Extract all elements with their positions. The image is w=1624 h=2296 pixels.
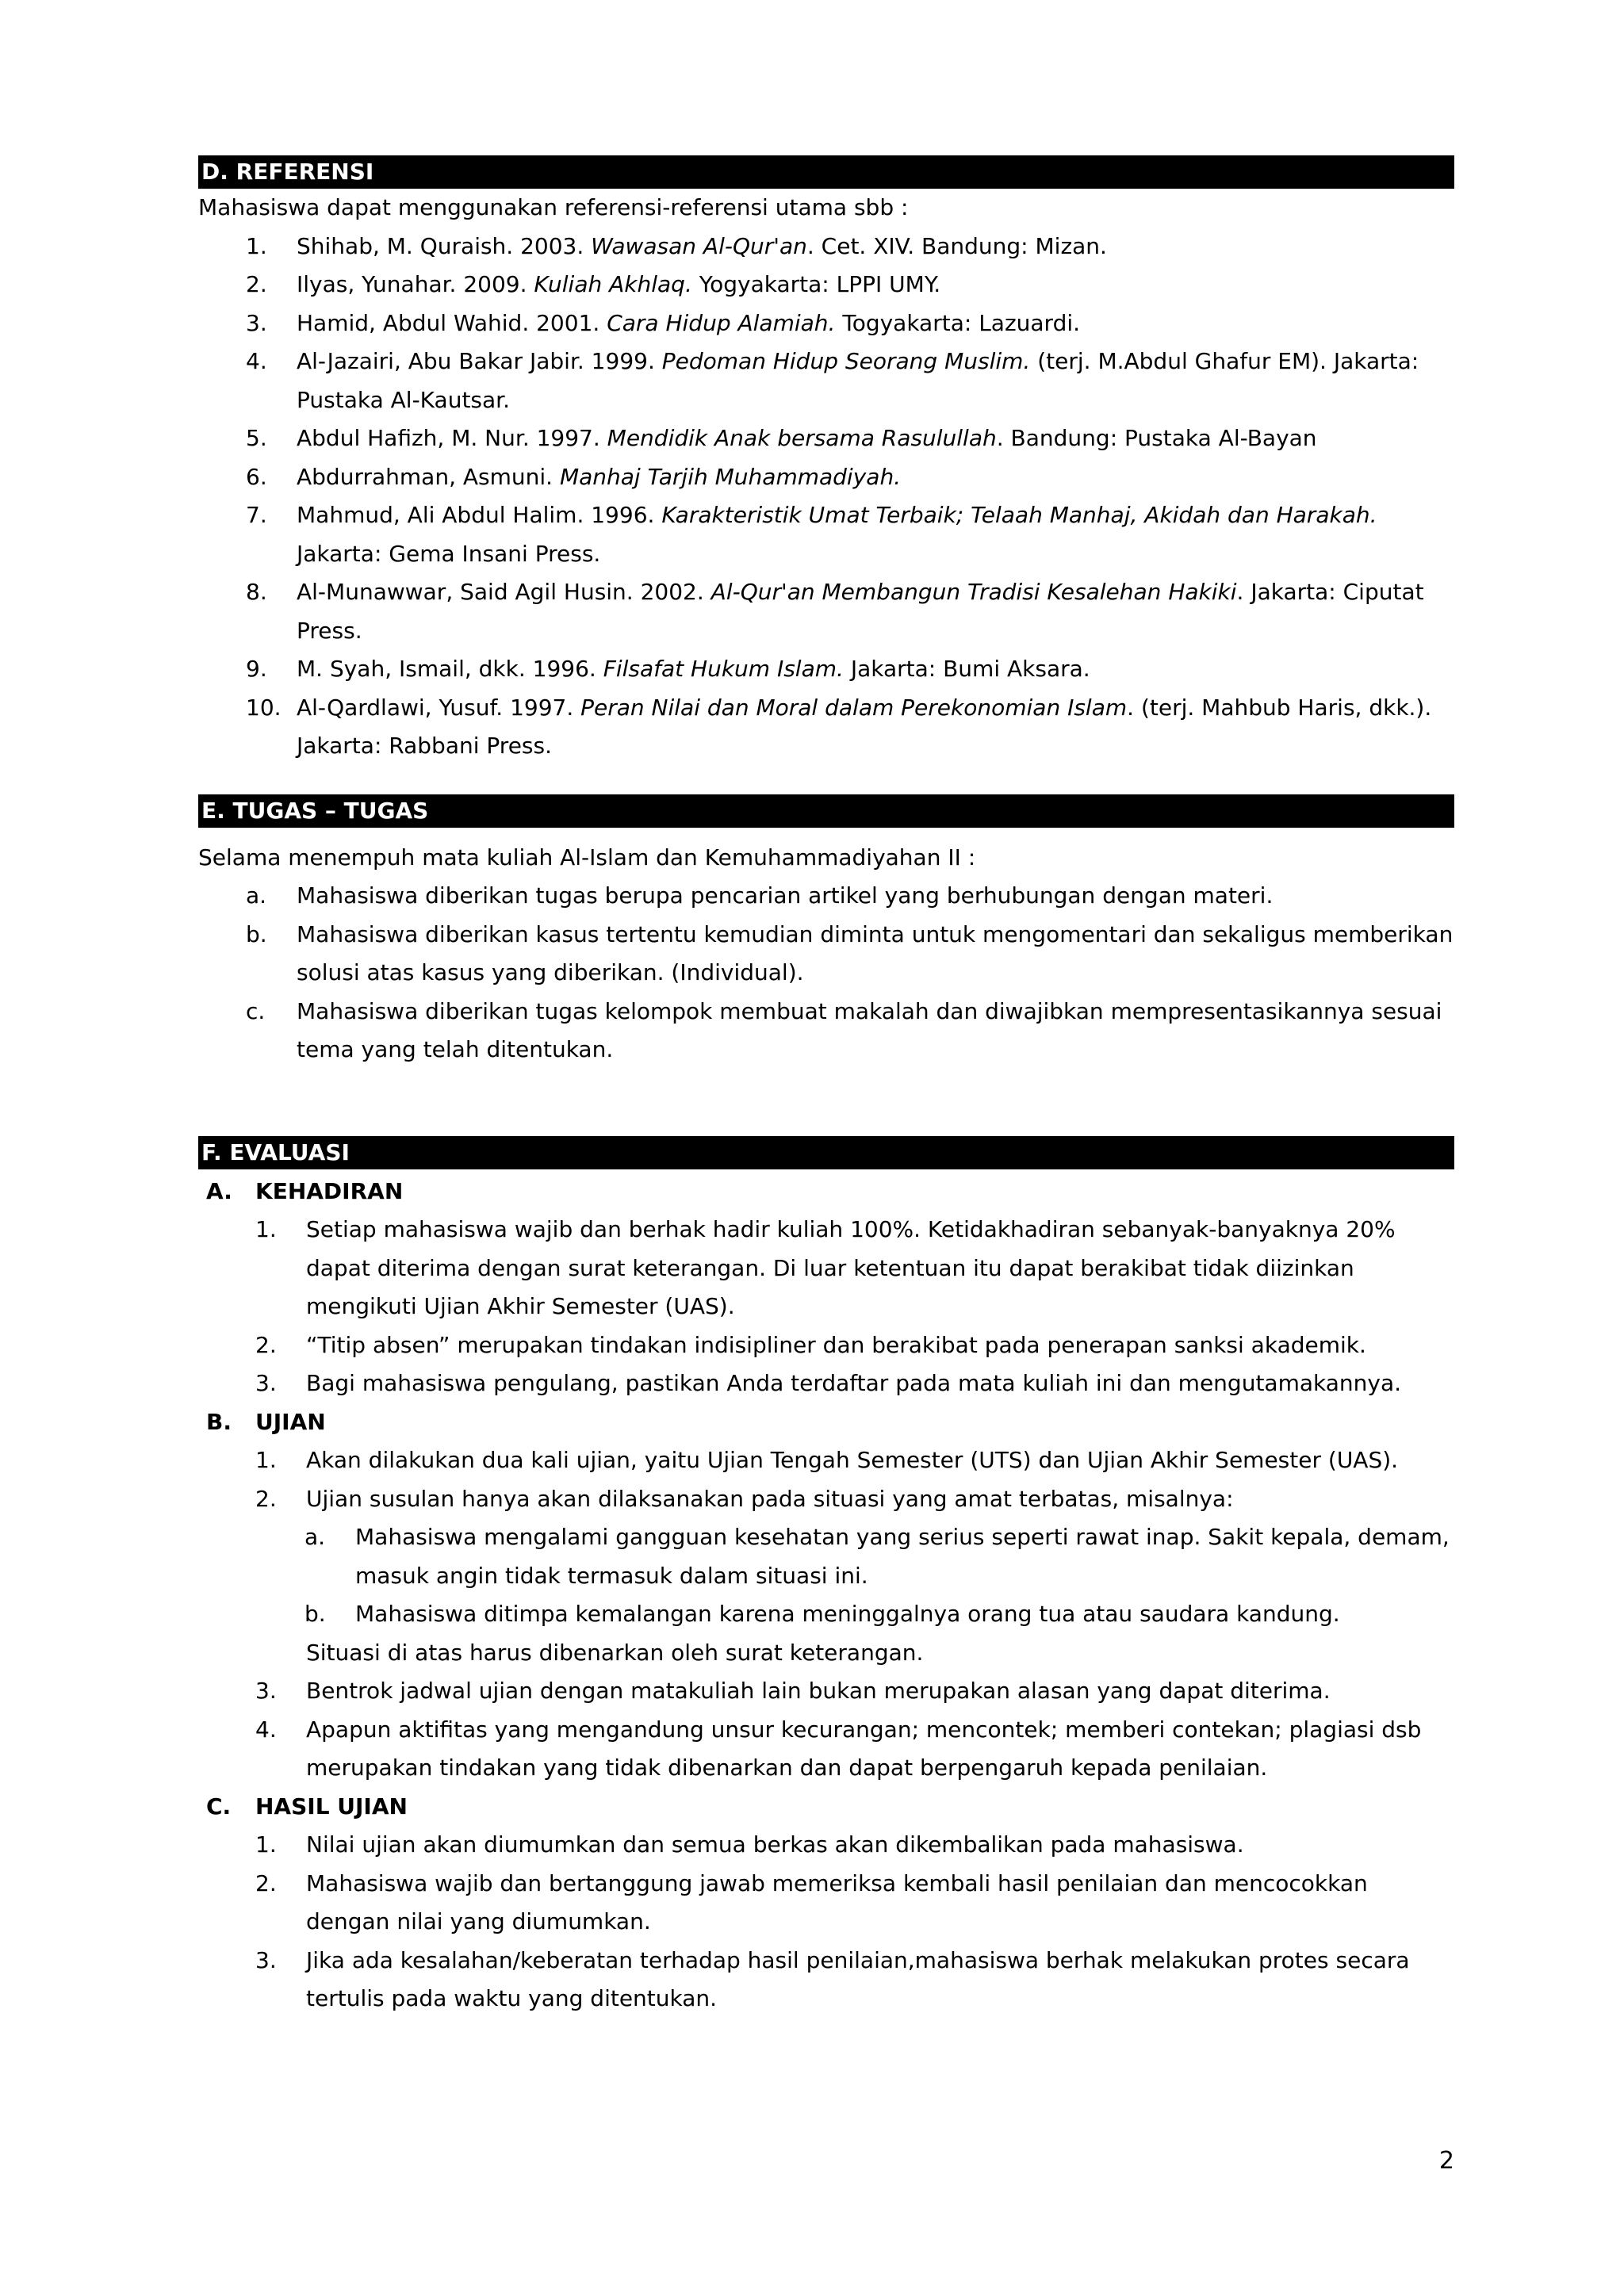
exam-item	[198, 1441, 1454, 1480]
reference-number: 10.	[246, 694, 282, 721]
item-text: Nilai ujian akan diumumkan dan semua berkas akan dikembalikan pada mahasiswa.	[306, 1831, 1244, 1858]
reference-number: 7.	[246, 502, 267, 528]
reference-publisher: Jakarta: Gema Insani Press.	[297, 540, 601, 567]
item-text: Bagi mahasiswa pengulang, pastikan Anda terdaftar pada mata kuliah ini dan mengutamakannya.	[306, 1370, 1402, 1396]
item-text: Setiap mahasiswa wajib dan berhak hadir kuliah 100%. Ketidakhadiran sebanyak-banyaknya 20% dapat diterima dengan surat keterangan. Di luar ketentuan itu dapat berakibat tidak diizinkan mengikuti Ujian Akhir Semester (UAS).	[306, 1216, 1396, 1319]
reference-publisher: . Bandung: Pustaka Al-Bayan	[996, 425, 1317, 451]
subsection-letter: A.	[206, 1177, 232, 1204]
subsection-title: KEHADIRAN	[255, 1177, 404, 1204]
exam-item	[198, 1480, 1454, 1519]
item-number: 1.	[255, 1216, 277, 1242]
item-text: Ujian susulan hanya akan dilaksanakan pada situasi yang amat terbatas, misalnya:	[306, 1485, 1234, 1512]
subsection-ujian	[198, 1403, 1454, 1442]
item-text: “Titip absen” merupakan tindakan indisipliner dan berakibat pada penerapan sanksi akademik.	[306, 1331, 1366, 1358]
reference-number: 1.	[246, 232, 267, 259]
item-number: 2.	[255, 1331, 277, 1358]
reference-author: Abdurrahman, Asmuni.	[297, 463, 560, 490]
reference-publisher: . Jakarta: Ciputat Press.	[297, 579, 1424, 644]
item-number: 1.	[255, 1447, 277, 1473]
subsection-title: HASIL UJIAN	[255, 1793, 408, 1820]
attendance-item	[198, 1211, 1454, 1326]
reference-item	[198, 342, 1454, 419]
subitem-text: Mahasiswa mengalami gangguan kesehatan yang serius seperti rawat inap. Sakit kepala, demam, masuk angin tidak termasuk dalam situasi ini.	[355, 1524, 1450, 1589]
reference-number: 3.	[246, 309, 267, 336]
reference-number: 6.	[246, 463, 267, 490]
item-text: Apapun aktifitas yang mengandung unsur kecurangan; mencontek; memberi contekan; plagiasi dsb merupakan tindakan yang tidak dibenarkan dan dapat berpengaruh kepada penilaian.	[306, 1716, 1422, 1781]
section-heading-referensi: D. REFERENSI	[198, 155, 1454, 189]
reference-item	[198, 419, 1454, 458]
item-text: Bentrok jadwal ujian dengan matakuliah lain bukan merupakan alasan yang dapat diterima.	[306, 1678, 1331, 1704]
item-number: 3.	[255, 1370, 277, 1396]
reference-title: Kuliah Akhlaq.	[534, 271, 692, 297]
page-number: 2	[1438, 2147, 1454, 2175]
item-number: 2.	[255, 1485, 277, 1512]
referensi-intro: Mahasiswa dapat menggunakan referensi-referensi utama sbb :	[198, 194, 909, 220]
task-text: Mahasiswa diberikan tugas kelompok membuat makalah dan diwajibkan mempresentasikannya sesuai tema yang telah ditentukan.	[297, 997, 1442, 1062]
reference-item	[198, 496, 1454, 573]
item-number: 4.	[255, 1716, 277, 1743]
task-text: Mahasiswa diberikan tugas berupa pencarian artikel yang berhubungan dengan materi.	[297, 882, 1274, 909]
subitem-text: Mahasiswa ditimpa kemalangan karena meninggalnya orang tua atau saudara kandung.	[355, 1601, 1340, 1627]
reference-number: 8.	[246, 579, 267, 605]
subsection-hasil-ujian	[198, 1788, 1454, 1827]
reference-item	[198, 458, 1454, 497]
reference-author: Mahmud, Ali Abdul Halim. 1996.	[297, 502, 662, 528]
reference-item	[198, 650, 1454, 689]
task-item	[198, 877, 1454, 916]
exam-subitem	[198, 1595, 1454, 1634]
page-content	[198, 155, 1454, 2019]
reference-title: Pedoman Hidup Seorang Muslim.	[661, 348, 1031, 374]
task-item	[198, 916, 1454, 993]
reference-title: Al-Qur'an Membangun Tradisi Kesalehan Hakiki	[710, 579, 1237, 605]
reference-author: Al-Jazairi, Abu Bakar Jabir. 1999.	[297, 348, 662, 374]
reference-item	[198, 304, 1454, 343]
item-text: Akan dilakukan dua kali ujian, yaitu Ujian Tengah Semester (UTS) dan Ujian Akhir Semester (UAS).	[306, 1447, 1399, 1473]
task-letter: a.	[246, 882, 267, 909]
reference-number: 4.	[246, 348, 267, 374]
reference-title: Filsafat Hukum Islam.	[603, 656, 844, 682]
task-item	[198, 993, 1454, 1070]
exam-note: Situasi di atas harus dibenarkan oleh surat keterangan.	[306, 1639, 924, 1666]
attendance-item	[198, 1364, 1454, 1403]
exam-item	[198, 1672, 1454, 1711]
reference-title: Karakteristik Umat Terbaik; Telaah Manhaj, Akidah dan Harakah.	[661, 502, 1377, 528]
task-text: Mahasiswa diberikan kasus tertentu kemudian diminta untuk mengomentari dan sekaligus memberikan solusi atas kasus yang diberikan. (Individual).	[297, 920, 1454, 985]
reference-publisher: Jakarta: Bumi Aksara.	[843, 656, 1090, 682]
item-number: 1.	[255, 1831, 277, 1858]
reference-number: 5.	[246, 425, 267, 451]
subitem-letter: b.	[304, 1601, 326, 1627]
item-number: 2.	[255, 1869, 277, 1896]
result-item	[198, 1942, 1454, 2019]
reference-author: M. Syah, Ismail, dkk. 1996.	[297, 656, 603, 682]
reference-author: Shihab, M. Quraish. 2003.	[297, 232, 592, 259]
reference-author: Al-Qardlawi, Yusuf. 1997.	[297, 694, 581, 721]
result-item	[198, 1865, 1454, 1942]
subitem-letter: a.	[304, 1524, 326, 1550]
subsection-letter: B.	[206, 1408, 232, 1435]
reference-title: Mendidik Anak bersama Rasulullah	[607, 425, 997, 451]
attendance-item	[198, 1326, 1454, 1365]
reference-publisher: (terj. M.Abdul Ghafur EM). Jakarta: Pustaka Al-Kautsar.	[297, 348, 1419, 413]
section-heading-evaluasi: F. EVALUASI	[198, 1136, 1454, 1169]
result-item	[198, 1826, 1454, 1865]
tugas-intro: Selama menempuh mata kuliah Al-Islam dan Kemuhammadiyahan II :	[198, 844, 976, 871]
subsection-letter: C.	[206, 1793, 232, 1820]
reference-item	[198, 573, 1454, 650]
reference-publisher: Togyakarta: Lazuardi.	[835, 309, 1081, 336]
item-text: Jika ada kesalahan/keberatan terhadap hasil penilaian,mahasiswa berhak melakukan protes secara tertulis pada waktu yang ditentukan.	[306, 1946, 1410, 2011]
reference-publisher: . Cet. XIV. Bandung: Mizan.	[806, 232, 1107, 259]
task-letter: b.	[246, 920, 267, 947]
reference-title: Peran Nilai dan Moral dalam Perekonomian Islam	[580, 694, 1128, 721]
exam-item	[198, 1711, 1454, 1788]
reference-item	[198, 228, 1454, 266]
reference-author: Abdul Hafizh, M. Nur. 1997.	[297, 425, 607, 451]
reference-author: Al-Munawwar, Said Agil Husin. 2002.	[297, 579, 711, 605]
reference-number: 9.	[246, 656, 267, 682]
reference-author: Ilyas, Yunahar. 2009.	[297, 271, 534, 297]
subsection-kehadiran	[198, 1173, 1454, 1211]
item-text: Mahasiswa wajib dan bertanggung jawab memeriksa kembali hasil penilaian dan mencocokkan dengan nilai yang diumumkan.	[306, 1869, 1368, 1934]
reference-title: Wawasan Al-Qur'an	[591, 232, 807, 259]
item-number: 3.	[255, 1678, 277, 1704]
reference-number: 2.	[246, 271, 267, 297]
subsection-title: UJIAN	[255, 1408, 326, 1435]
item-number: 3.	[255, 1946, 277, 1973]
reference-title: Cara Hidup Alamiah.	[607, 309, 836, 336]
reference-publisher: Yogyakarta: LPPI UMY.	[691, 271, 941, 297]
task-letter: c.	[246, 997, 266, 1024]
reference-item	[198, 266, 1454, 304]
exam-subitem	[198, 1518, 1454, 1595]
reference-item	[198, 689, 1454, 766]
reference-publisher: . (terj. Mahbub Haris, dkk.). Jakarta: Rabbani Press.	[297, 694, 1432, 759]
reference-author: Hamid, Abdul Wahid. 2001.	[297, 309, 607, 336]
section-heading-tugas: E. TUGAS – TUGAS	[198, 794, 1454, 828]
reference-title: Manhaj Tarjih Muhammadiyah.	[559, 463, 902, 490]
